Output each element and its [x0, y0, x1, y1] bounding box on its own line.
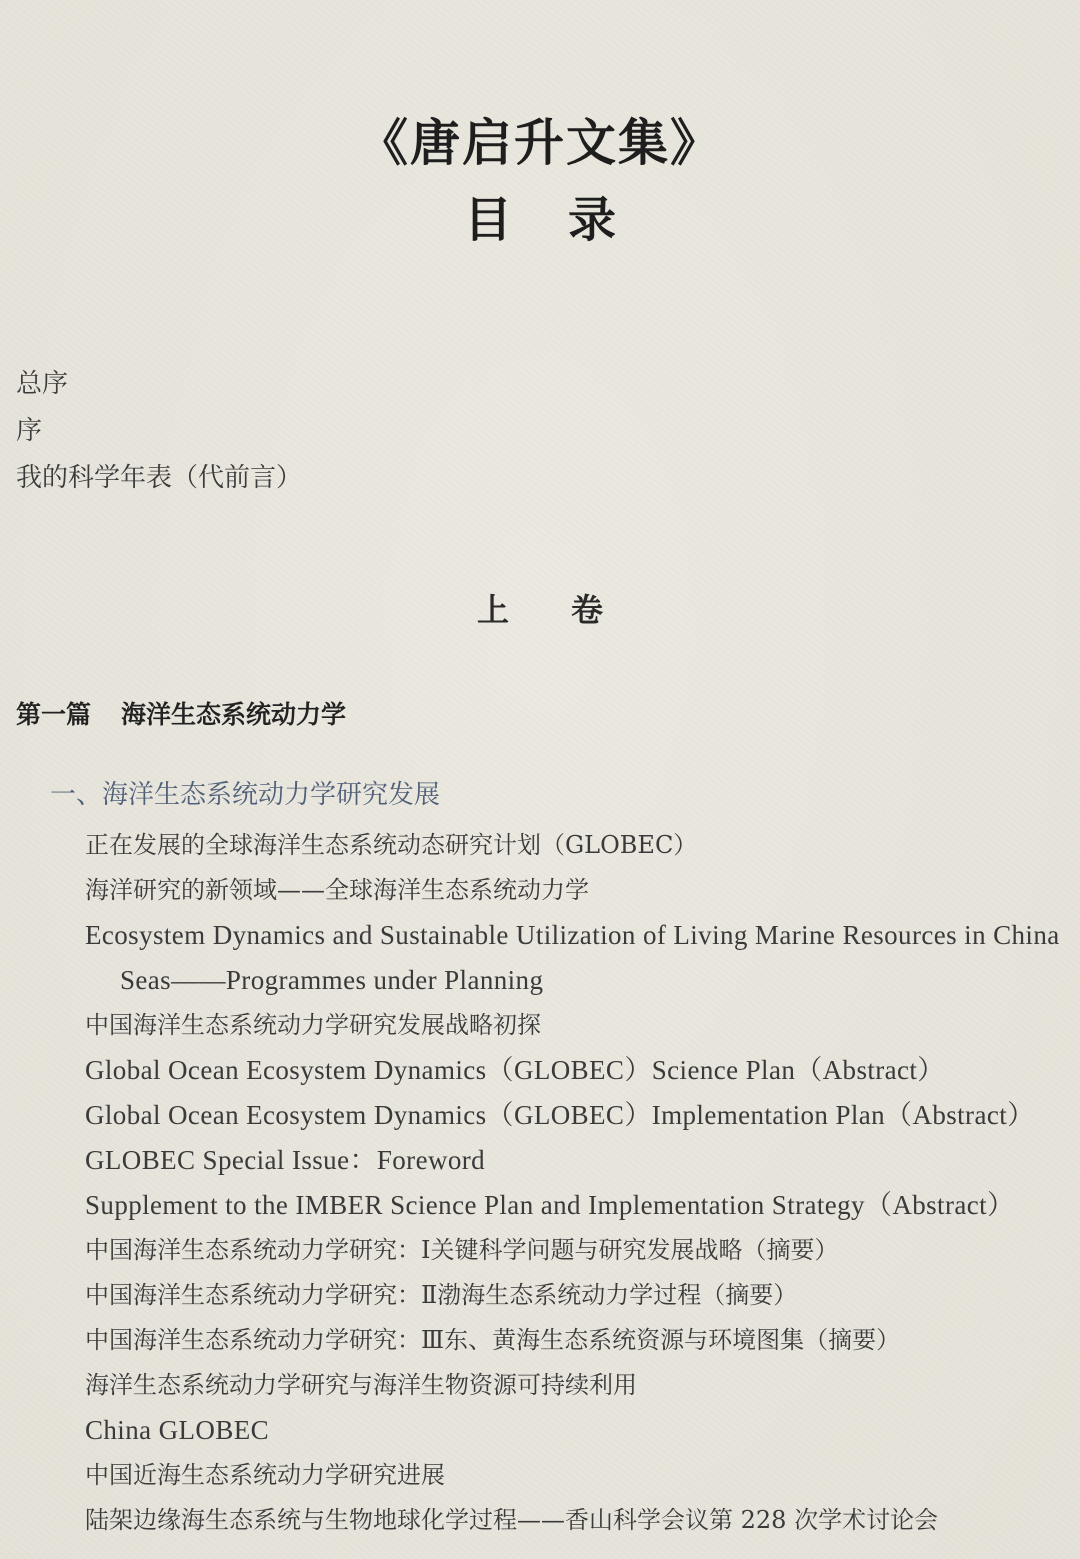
book-title: 《唐启升文集》: [358, 114, 722, 172]
volume-heading: [0, 588, 1080, 632]
front-matter-general-preface[interactable]: 总序: [16, 369, 69, 399]
part-heading: [16, 695, 346, 735]
volume-heading-left: 上: [476, 591, 509, 629]
toc-entry[interactable]: Supplement to the IMBER Science Plan and Implementation Strategy（Abstract）: [85, 1190, 1015, 1220]
toc-title: [0, 185, 1080, 255]
toc-entry[interactable]: 中国近海生态系统动力学研究进展: [85, 1461, 445, 1489]
toc-entry[interactable]: 中国海洋生态系统动力学研究：Ⅲ东、黄海生态系统资源与环境图集（摘要）: [85, 1326, 901, 1354]
toc-entry[interactable]: 中国海洋生态系统动力学研究：Ⅰ关键科学问题与研究发展战略（摘要）: [85, 1236, 839, 1264]
section-heading[interactable]: 一、海洋生态系统动力学研究发展: [50, 780, 441, 810]
toc-entry[interactable]: 海洋研究的新领域——全球海洋生态系统动力学: [85, 876, 589, 904]
toc-entry-continuation[interactable]: Seas——Programmes under Planning: [120, 965, 544, 995]
front-matter-chronology[interactable]: 我的科学年表（代前言）: [16, 463, 303, 493]
toc-entry[interactable]: 海洋生态系统动力学研究与海洋生物资源可持续利用: [85, 1371, 637, 1399]
toc-entry[interactable]: China GLOBEC: [85, 1415, 270, 1445]
toc-entry-list: [85, 823, 1075, 1543]
toc-entry[interactable]: 正在发展的全球海洋生态系统动态研究计划（GLOBEC）: [85, 831, 698, 859]
toc-entry[interactable]: Global Ocean Ecosystem Dynamics（GLOBEC）Science Plan（Abstract）: [85, 1055, 945, 1085]
toc-entry[interactable]: 中国海洋生态系统动力学研究：Ⅱ渤海生态系统动力学过程（摘要）: [85, 1281, 798, 1309]
part-title: 海洋生态系统动力学: [121, 700, 347, 729]
toc-entry[interactable]: GLOBEC Special Issue：Foreword: [85, 1145, 486, 1175]
toc-entry[interactable]: Ecosystem Dynamics and Sustainable Utilization of Living Marine Resources in China: [85, 920, 1060, 950]
toc-entry[interactable]: 中国海洋生态系统动力学研究发展战略初探: [85, 1011, 541, 1039]
toc-title-right: 录: [568, 192, 617, 248]
toc-entry[interactable]: 陆架边缘海生态系统与生物地球化学过程——香山科学会议第 228 次学术讨论会: [85, 1506, 939, 1534]
toc-title-left: 目: [463, 192, 512, 248]
toc-entry[interactable]: Global Ocean Ecosystem Dynamics（GLOBEC）Implementation Plan（Abstract）: [85, 1100, 1035, 1130]
volume-heading-right: 卷: [571, 591, 604, 629]
part-number: 第一篇: [16, 700, 92, 729]
front-matter-preface[interactable]: 序: [16, 416, 43, 446]
